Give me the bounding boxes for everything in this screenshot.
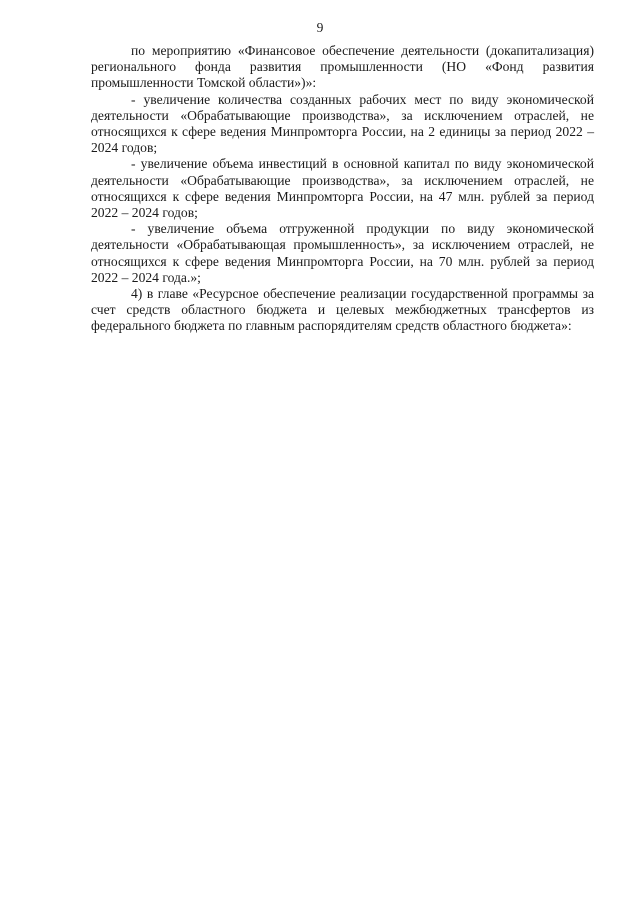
paragraph-intro: по мероприятию «Финансовое обеспечение деятельности (докапитализация) регионального фонда развития промышленности (НО «Фонд развития промышленности Томской области»)»: — [91, 43, 594, 91]
document-body — [91, 43, 594, 335]
page-number: 9 — [316, 20, 324, 35]
paragraph-resource-chapter: 4) в главе «Ресурсное обеспечение реализации государственной программы за счет средств областного бюджета и целевых межбюджетных трансфертов из федерального бюджета по главным распорядителям средств областного бюджета»: — [91, 286, 594, 334]
paragraph-investment-volume: - увеличение объема инвестиций в основной капитал по виду экономической деятельности «Обрабатывающие производства», за исключением отраслей, не относящихся к сфере ведения Минпромторга России, на 47 млн. рублей за период 2022 – 2024 годов; — [91, 156, 594, 221]
paragraph-shipped-products: - увеличение объема отгруженной продукции по виду экономической деятельности «Обрабатывающая промышленность», за исключением отраслей, не относящихся к сфере ведения Минпромторга России, на 70 млн. рублей за период 2022 – 2024 года.»; — [91, 221, 594, 285]
paragraph-jobs-created: - увеличение количества созданных рабочих мест по виду экономической деятельности «Обрабатывающие производства», за исключением отраслей, не относящихся к сфере ведения Минпромторга России, на 2 единицы за период 2022 – 2024 годов; — [91, 91, 594, 156]
